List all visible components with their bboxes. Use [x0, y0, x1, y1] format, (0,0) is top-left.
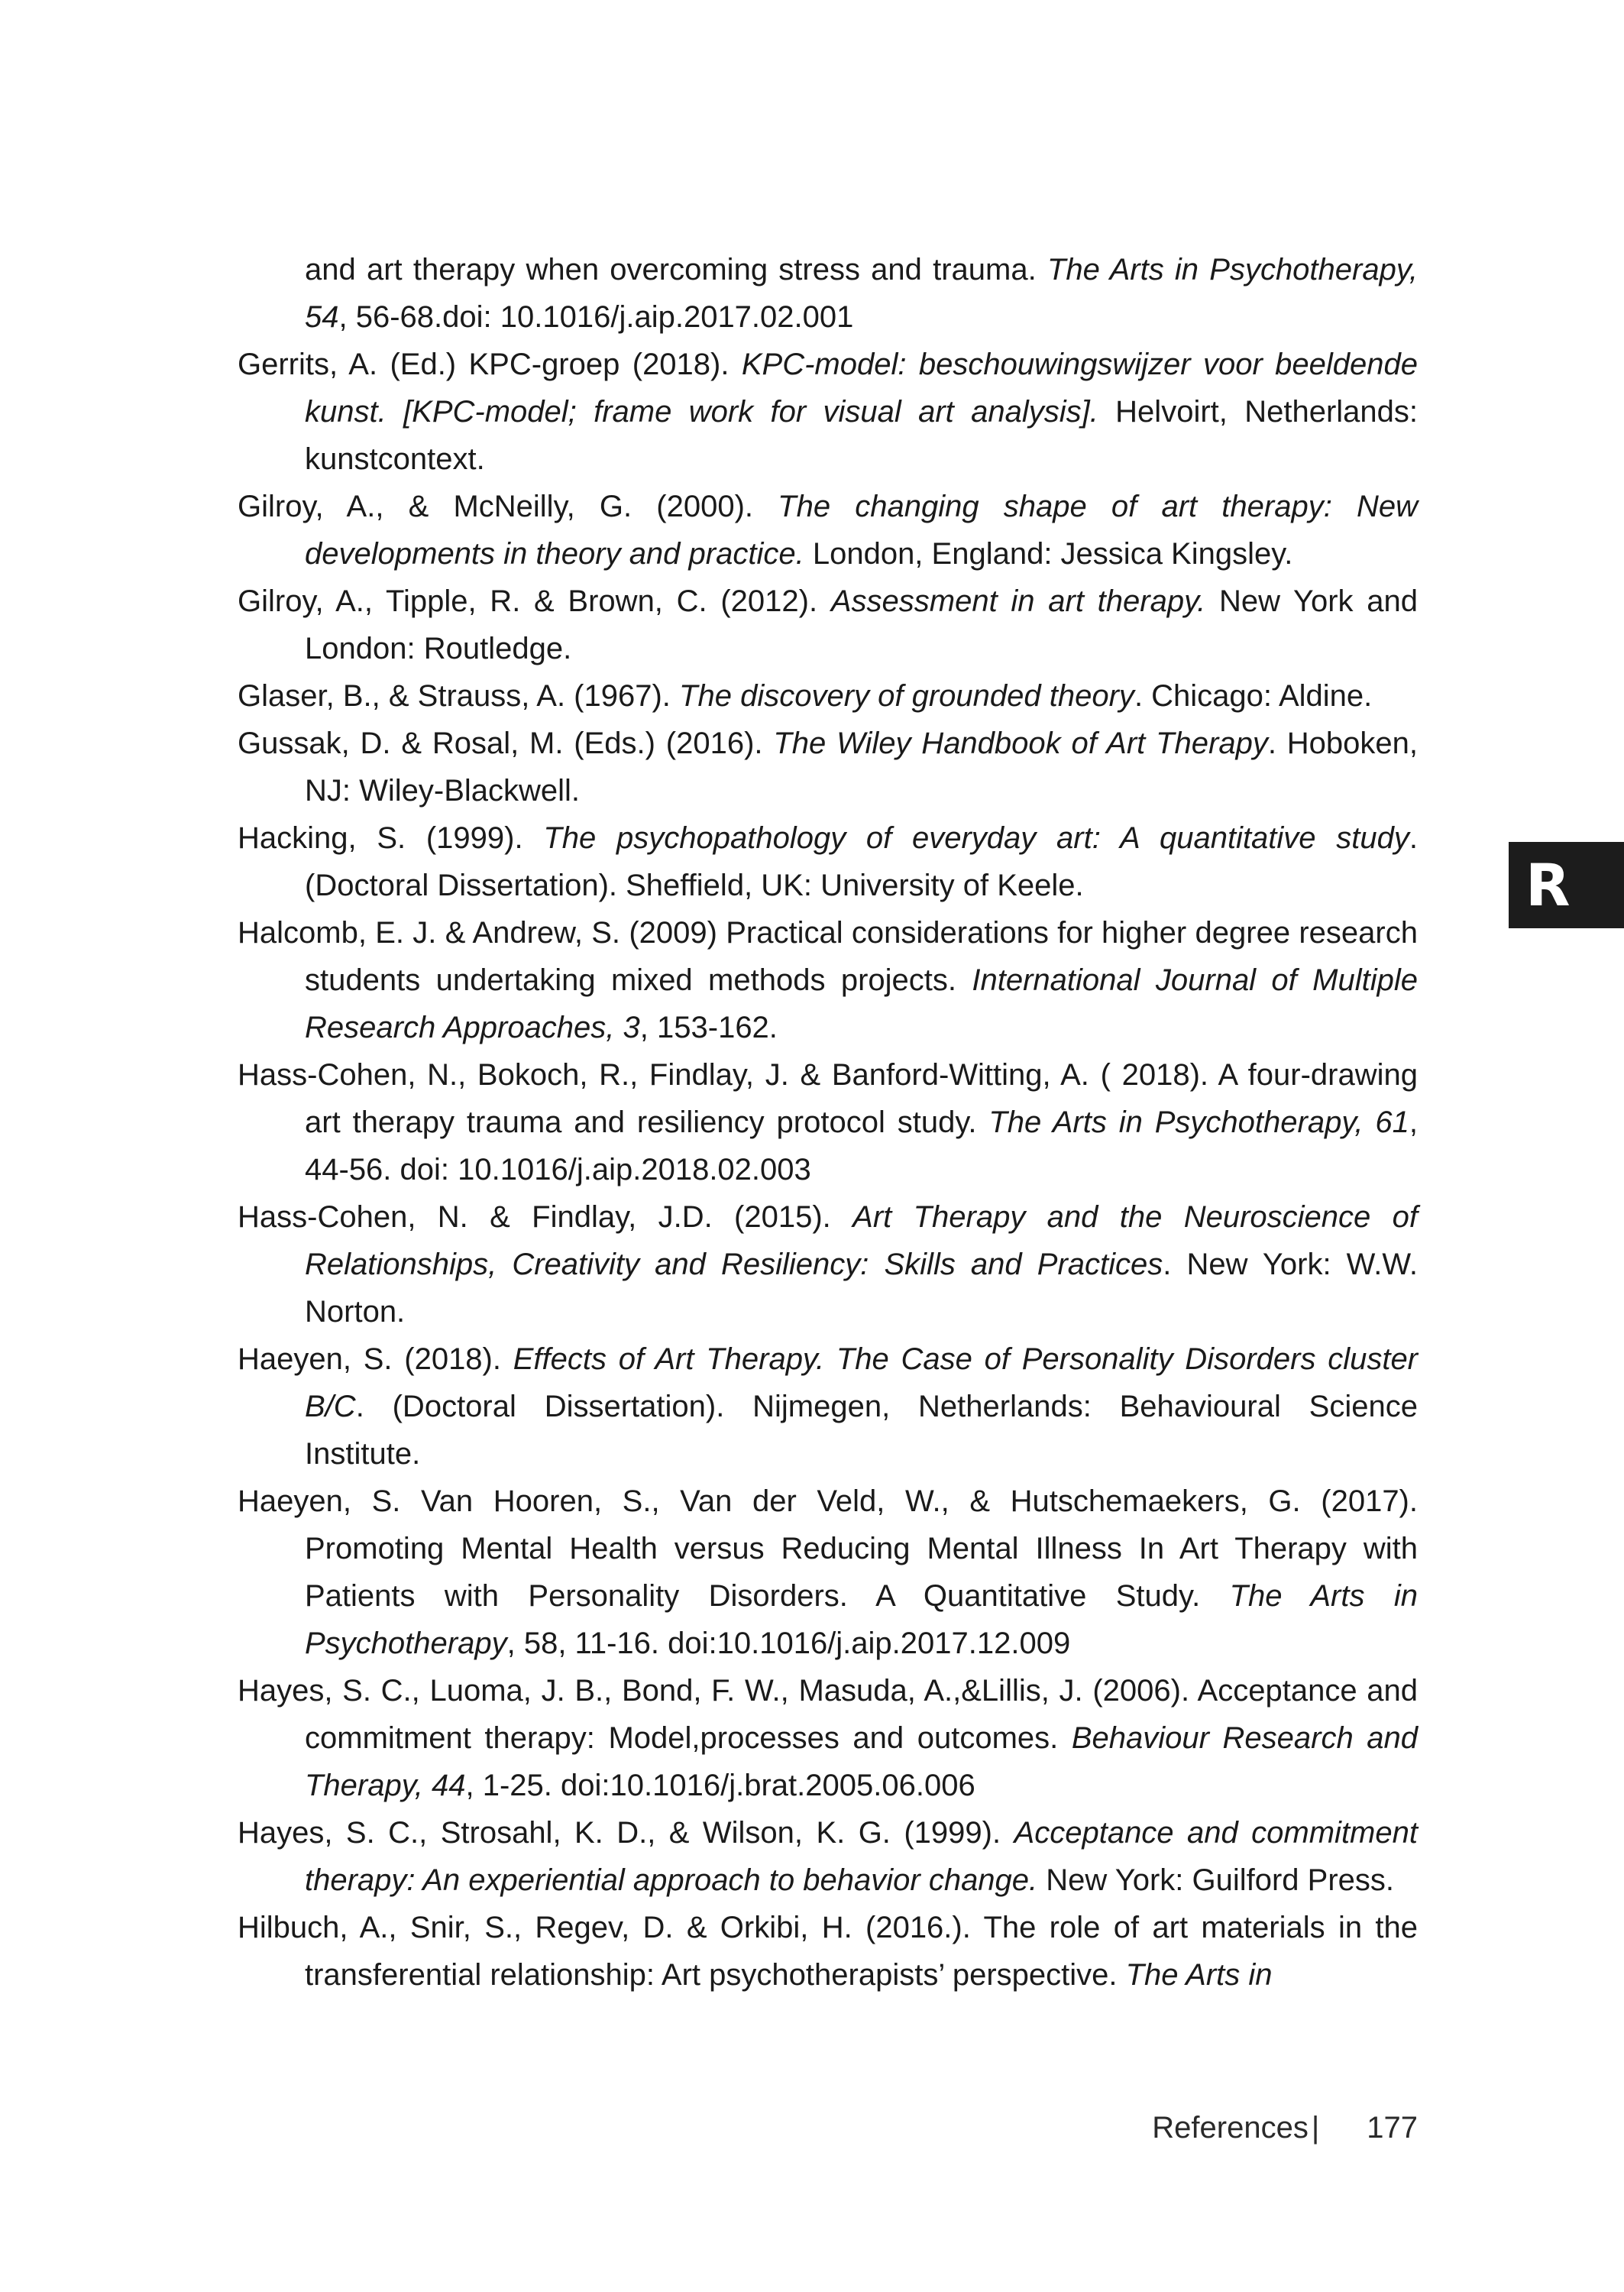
reference-entry	[238, 341, 1418, 483]
reference-title: Assessment in art therapy.	[830, 584, 1206, 618]
page-number: 177	[1367, 2111, 1418, 2145]
reference-title: The Wiley Handbook of Art Therapy	[773, 727, 1268, 760]
reference-entry	[238, 1809, 1418, 1904]
reference-text: , 1-25. doi:10.1016/j.brat.2005.06.006	[465, 1769, 975, 1802]
reference-text: Hass-Cohen, N., Bokoch, R., Findlay, J. & Banford-Witting, A. ( 2018). A four-drawing art therapy trauma and resiliency protocol study.	[238, 1058, 1418, 1139]
reference-entry	[238, 909, 1418, 1051]
reference-text: Gilroy, A., Tipple, R. & Brown, C. (2012).	[238, 584, 831, 618]
reference-text: Haeyen, S. Van Hooren, S., Van der Veld, W., & Hutschemaekers, G. (2017). Promoting Mental Health versus Reducing Mental Illness In Art Therapy with Patients with Personality Disorders. A Quantitative Study.	[238, 1484, 1418, 1613]
page-footer	[1152, 2109, 1418, 2147]
reference-text: . New York: W.W. Norton.	[305, 1248, 1418, 1329]
reference-text: Halcomb, E. J. & Andrew, S. (2009) Practical considerations for higher degree research students undertaking mixed methods projects.	[238, 916, 1418, 997]
reference-title: The discovery of grounded theory	[679, 679, 1134, 713]
reference-text: , 56-68.doi: 10.1016/j.aip.2017.02.001	[338, 300, 854, 334]
reference-text: , 44-56. doi: 10.1016/j.aip.2018.02.003	[305, 1106, 1418, 1186]
reference-title: The Arts in Psychotherapy	[305, 1579, 1418, 1660]
reference-title: Art Therapy and the Neuroscience of Relationships, Creativity and Resiliency: Skills and Practices	[305, 1200, 1418, 1281]
reference-text: Hass-Cohen, N. & Findlay, J.D. (2015).	[238, 1200, 853, 1234]
reference-entry	[238, 1051, 1418, 1193]
reference-entry	[238, 720, 1418, 814]
reference-title: KPC-model: beschouwingswijzer voor beeldende kunst. [KPC-model; frame work for visual art analysis].	[305, 348, 1418, 429]
reference-entry	[238, 1667, 1418, 1809]
reference-title: The Arts in	[1125, 1958, 1273, 1992]
reference-title: Behaviour Research and Therapy, 44	[305, 1721, 1418, 1802]
reference-text: Hilbuch, A., Snir, S., Regev, D. & Orkibi, H. (2016.). The role of art materials in the transferential relationship: Art psychotherapists’ perspective.	[238, 1911, 1418, 1992]
reference-entry	[238, 483, 1418, 578]
footer-separator: |	[1311, 2111, 1320, 2145]
reference-text: Helvoirt, Netherlands: kunstcontext.	[305, 395, 1419, 476]
reference-entry	[238, 1478, 1418, 1667]
reference-title: The Arts in Psychotherapy, 54	[305, 253, 1418, 334]
reference-text: Gilroy, A., & McNeilly, G. (2000).	[238, 490, 778, 523]
reference-text: , 153-162.	[639, 1011, 778, 1044]
reference-entry	[238, 1904, 1418, 1999]
reference-entry	[238, 578, 1418, 672]
running-footer-label: References	[1152, 2111, 1309, 2145]
reference-text: Hacking, S. (1999).	[238, 821, 544, 855]
reference-title: International Journal of Multiple Research Approaches, 3	[305, 963, 1418, 1044]
reference-text: and art therapy when overcoming stress and trauma.	[305, 253, 1047, 286]
reference-entry	[238, 814, 1418, 909]
section-tab: R	[1509, 842, 1624, 928]
reference-text: Gussak, D. & Rosal, M. (Eds.) (2016).	[238, 727, 774, 760]
reference-title: The Arts in Psychotherapy, 61	[988, 1106, 1409, 1139]
reference-list	[238, 246, 1418, 1999]
reference-text: Hayes, S. C., Luoma, J. B., Bond, F. W., Masuda, A.,&Lillis, J. (2006). Acceptance and commitment therapy: Model,processes and outcomes.	[238, 1674, 1418, 1755]
reference-text: . Hoboken, NJ: Wiley-Blackwell.	[305, 727, 1419, 808]
reference-text: . Chicago: Aldine.	[1134, 679, 1373, 713]
reference-text: Haeyen, S. (2018).	[238, 1342, 513, 1376]
reference-text: New York and London: Routledge.	[305, 584, 1418, 665]
reference-text: New York: Guilford Press.	[1037, 1863, 1395, 1897]
reference-title: The changing shape of art therapy: New developments in theory and practice.	[305, 490, 1418, 571]
reference-text: . (Doctoral Dissertation). Sheffield, UK: University of Keele.	[305, 821, 1419, 902]
reference-text: . (Doctoral Dissertation). Nijmegen, Netherlands: Behavioural Science Institute.	[305, 1390, 1418, 1471]
reference-text: London, England: Jessica Kingsley.	[804, 537, 1293, 571]
reference-text: , 58, 11-16. doi:10.1016/j.aip.2017.12.009	[506, 1627, 1071, 1660]
reference-title: Acceptance and commitment therapy: An experiential approach to behavior change.	[305, 1816, 1418, 1897]
reference-text: Glaser, B., & Strauss, A. (1967).	[238, 679, 680, 713]
reference-text: Gerrits, A. (Ed.) KPC-groep (2018).	[238, 348, 742, 381]
reference-title: The psychopathology of everyday art: A quantitative study	[543, 821, 1409, 855]
reference-entry	[238, 672, 1418, 720]
reference-entry	[238, 1335, 1418, 1478]
reference-entry	[238, 246, 1418, 341]
reference-title: Effects of Art Therapy. The Case of Personality Disorders cluster B/C	[305, 1342, 1419, 1423]
reference-entry	[238, 1193, 1418, 1335]
reference-text: Hayes, S. C., Strosahl, K. D., & Wilson, K. G. (1999).	[238, 1816, 1014, 1850]
